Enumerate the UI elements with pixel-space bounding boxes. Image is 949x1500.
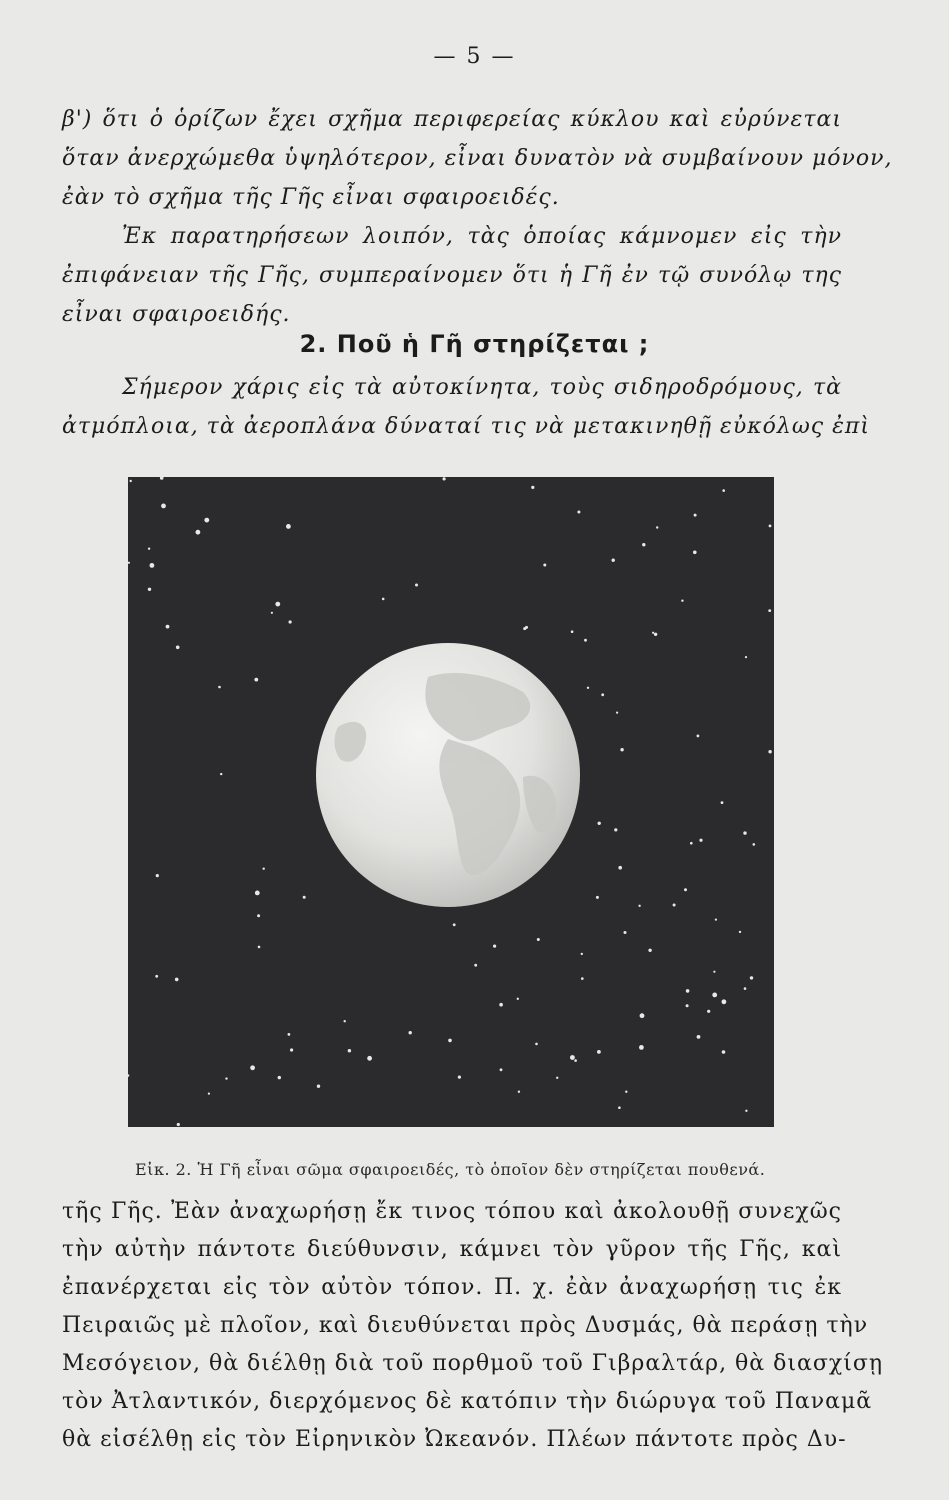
- star: [769, 525, 772, 528]
- star: [571, 630, 574, 633]
- star: [453, 923, 456, 926]
- star: [535, 1043, 538, 1046]
- star: [286, 524, 291, 529]
- star: [176, 646, 180, 650]
- star: [601, 693, 604, 696]
- star: [275, 602, 280, 607]
- star: [543, 564, 546, 567]
- star: [598, 822, 601, 825]
- star: [673, 904, 676, 907]
- star: [150, 563, 155, 568]
- text-line: τὸν Ἀτλαντικόν, διερχόμενος δὲ κατόπιν τὴν διώρυγα τοῦ Παναμᾶ: [62, 1389, 873, 1414]
- star: [581, 953, 583, 955]
- star: [525, 626, 528, 629]
- star: [196, 530, 201, 535]
- text-line: τῆς Γῆς. Ἐὰν ἀναχωρήσῃ ἔκ τινος τόπου καὶ ἀκολουθῇ συνεχῶς: [62, 1199, 842, 1224]
- text-line: Πειραιῶς μὲ πλοῖον, καὶ διευθύνεται πρὸς Δυσμάς, θὰ περάσῃ τὴν: [62, 1313, 869, 1338]
- star: [693, 551, 697, 555]
- star: [161, 504, 166, 509]
- star: [745, 656, 747, 658]
- star: [694, 514, 697, 517]
- star: [713, 971, 715, 973]
- star: [616, 712, 618, 714]
- star: [686, 989, 690, 993]
- star: [348, 1049, 351, 1052]
- star: [177, 1123, 180, 1126]
- star: [699, 839, 702, 842]
- star: [225, 1077, 227, 1079]
- star: [681, 600, 683, 602]
- text-line: ἀτμόπλοια, τὰ ἀεροπλάνα δύναταί τις νὰ μετακινηθῇ εὐκόλως ἐπὶ: [62, 414, 870, 439]
- star: [493, 945, 496, 948]
- paragraph-top: [62, 100, 893, 334]
- star: [448, 1039, 452, 1043]
- star: [344, 1020, 346, 1022]
- star: [648, 949, 651, 952]
- star: [715, 919, 717, 921]
- star: [768, 609, 771, 612]
- star: [218, 686, 221, 689]
- star: [208, 1093, 210, 1095]
- star: [618, 1106, 621, 1109]
- star: [745, 1110, 747, 1112]
- star: [250, 1065, 255, 1070]
- star: [654, 633, 657, 636]
- text-line: Ἐκ παρατηρήσεων λοιπόν, τὰς ὁποίας κάμνομεν εἰς τὴν: [122, 224, 842, 249]
- text-line: Μεσόγειον, θὰ διέλθῃ διὰ τοῦ πορθμοῦ τοῦ Γιβραλτάρ, θὰ διασχίσῃ: [62, 1351, 884, 1376]
- star: [577, 511, 580, 514]
- star: [744, 987, 747, 990]
- star: [750, 976, 753, 979]
- text-line: εἶναι σφαιροειδής.: [62, 302, 291, 327]
- star: [500, 1068, 503, 1071]
- star: [257, 914, 260, 917]
- star: [175, 978, 179, 982]
- text-line: ἐπιφάνειαν τῆς Γῆς, συμπεραίνομεν ὅτι ἡ Γῆ ἐν τῷ συνόλῳ της: [62, 263, 842, 288]
- star: [155, 975, 158, 978]
- star: [220, 773, 222, 775]
- star: [620, 748, 623, 751]
- star: [166, 625, 170, 629]
- star: [258, 946, 261, 949]
- star: [712, 993, 717, 998]
- star: [618, 866, 622, 870]
- text-line: ἐὰν τὸ σχῆμα τῆς Γῆς εἶναι σφαιροειδές.: [62, 185, 560, 210]
- star: [556, 1077, 558, 1079]
- star: [303, 896, 306, 899]
- star: [271, 612, 273, 614]
- star: [743, 831, 746, 834]
- star: [537, 938, 540, 941]
- star: [597, 1050, 601, 1054]
- star: [574, 1059, 577, 1062]
- star: [156, 874, 159, 877]
- star: [570, 1055, 575, 1060]
- star: [707, 1010, 710, 1013]
- star: [638, 905, 640, 907]
- star: [686, 1004, 689, 1007]
- star: [584, 639, 587, 642]
- star: [587, 687, 589, 689]
- star: [474, 964, 477, 967]
- star: [382, 598, 385, 601]
- star: [415, 584, 418, 587]
- star: [684, 888, 687, 891]
- star: [148, 548, 150, 550]
- text-line: Σήμερον χάρις εἰς τὰ αὐτοκίνητα, τοὺς σιδηροδρόμους, τὰ: [122, 375, 842, 400]
- star: [458, 1076, 461, 1079]
- star: [288, 1033, 291, 1036]
- star: [768, 750, 771, 753]
- star: [518, 1091, 520, 1093]
- star: [263, 868, 265, 870]
- star: [499, 1003, 503, 1007]
- star: [697, 735, 700, 738]
- text-line: τὴν αὐτὴν πάντοτε διεύθυνσιν, κάμνει τὸν γῦρον τῆς Γῆς, καὶ: [62, 1237, 842, 1262]
- star: [612, 559, 615, 562]
- paragraph-section: [62, 368, 870, 446]
- star: [531, 486, 534, 489]
- star: [639, 1045, 644, 1050]
- star: [255, 891, 260, 896]
- star: [722, 999, 727, 1004]
- star: [290, 1048, 293, 1051]
- earth-illustration: [128, 477, 774, 1127]
- star: [278, 1076, 281, 1079]
- star: [517, 998, 519, 1000]
- star: [753, 843, 756, 846]
- star: [581, 977, 584, 980]
- star: [289, 620, 292, 623]
- star: [367, 1056, 372, 1061]
- earth-in-space-image: [128, 477, 774, 1127]
- star: [317, 1085, 320, 1088]
- star: [624, 931, 627, 934]
- text-line: β') ὅτι ὁ ὁρίζων ἔχει σχῆμα περιφερείας κύκλου καὶ εὐρύνεται: [62, 107, 842, 132]
- star: [614, 828, 617, 831]
- star: [739, 931, 741, 933]
- star: [697, 1035, 701, 1039]
- star: [148, 588, 151, 591]
- star: [625, 1091, 627, 1093]
- text-line: θὰ εἰσέλθῃ εἰς τὸν Εἰρηνικὸν Ὠκεανόν. Πλέων πάντοτε πρὸς Δυ-: [62, 1427, 847, 1452]
- section-heading: 2. Ποῦ ἡ Γῆ στηρίζεται ;: [299, 330, 650, 358]
- page-number: — 5 —: [433, 44, 516, 69]
- text-line: ἐπανέρχεται εἰς τὸν αὐτὸν τόπον. Π. χ. ἐὰν ἀναχωρήσῃ τις ἐκ: [62, 1275, 842, 1300]
- paragraph-bottom: [62, 1193, 884, 1459]
- star: [722, 489, 725, 492]
- star: [254, 678, 258, 682]
- star: [204, 518, 209, 523]
- star: [722, 1050, 726, 1054]
- star: [409, 1031, 412, 1034]
- star: [640, 1013, 645, 1018]
- star: [721, 801, 724, 804]
- star: [642, 543, 645, 546]
- star: [130, 480, 132, 482]
- star: [690, 842, 693, 845]
- star: [656, 526, 658, 528]
- star: [652, 632, 654, 634]
- text-line: ὅταν ἀνερχώμεθα ὑψηλότερον, εἶναι δυνατὸν νὰ συμβαίνουν μόνον,: [62, 146, 893, 171]
- figure-caption: Εἰκ. 2. Ἡ Γῆ εἶναι σῶμα σφαιροειδές, τὸ ὁποῖον δὲν στηρίζεται πουθενά.: [135, 1160, 766, 1179]
- star: [443, 477, 446, 480]
- star: [596, 896, 599, 899]
